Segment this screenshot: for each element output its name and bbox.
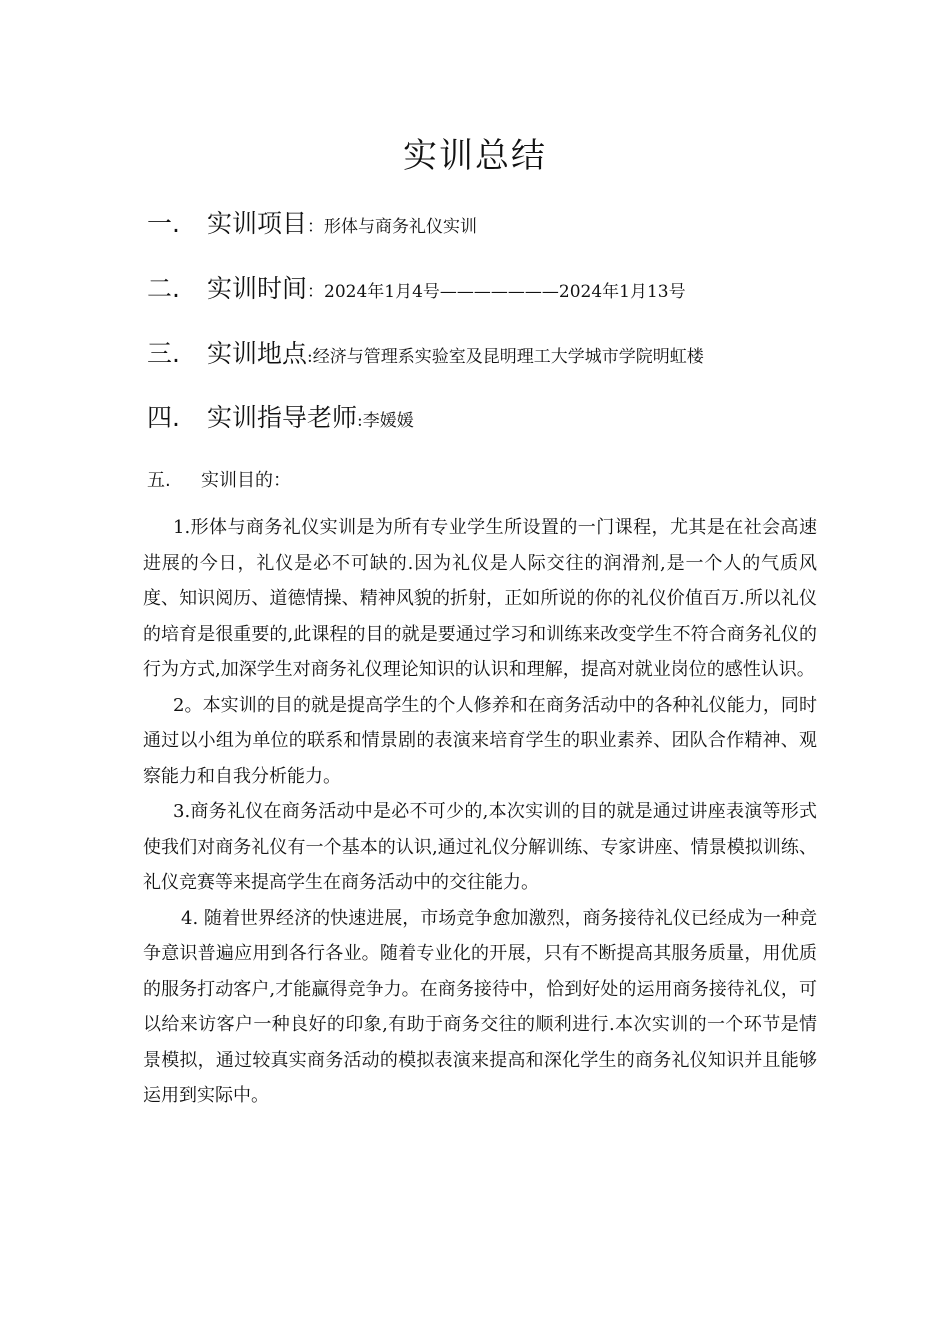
section-project	[147, 204, 477, 240]
section-instructor	[147, 398, 414, 434]
purpose-body	[143, 510, 817, 1114]
section-number: 三.	[147, 339, 180, 368]
paragraph: 1.形体与商务礼仪实训是为所有专业学生所设置的一门课程，尤其是在社会高速进展的今日，礼仪是必不可缺的.因为礼仪是人际交往的润滑剂,是一个人的气质风度、知识阅历、道德情操、精神风貌的折射，正如所说的你的礼仪价值百万.所以礼仪的培育是很重要的,此课程的目的就是要通过学习和训练来改变学生不符合商务礼仪的行为方式,加深学生对商务礼仪理论知识的认识和理解，提高对就业岗位的感性认识。	[143, 517, 817, 680]
section-number: 一.	[147, 209, 180, 238]
section-time	[147, 269, 686, 305]
section-number: 四.	[147, 403, 180, 432]
section-purpose-heading	[147, 466, 291, 492]
section-value: ：形体与商务礼仪实训	[307, 217, 478, 237]
section-value: :经济与管理系实验室及昆明理工大学城市学院明虹楼	[307, 347, 704, 367]
paragraph: 3.商务礼仪在商务活动中是必不可少的,本次实训的目的就是通过讲座表演等形式使我们对商务礼仪有一个基本的认识,通过礼仪分解训练、专家讲座、情景模拟训练、礼仪竞赛等来提高学生在商务活动中的交往能力。	[143, 801, 817, 893]
paragraph: 4. 随着世界经济的快速进展，市场竞争愈加激烈，商务接待礼仪已经成为一种竞争意识普遍应用到各行各业。随着专业化的开展，只有不断提高其服务质量，用优质的服务打动客户,才能赢得竞争力。在商务接待中，恰到好处的运用商务接待礼仪，可以给来访客户一种良好的印象,有助于商务交往的顺利进行.本次实训的一个环节是情景模拟，通过较真实商务活动的模拟表演来提高和深化学生的商务礼仪知识并且能够运用到实际中。	[143, 907, 817, 1106]
section-number: 五.	[147, 470, 171, 491]
section-number: 二.	[147, 274, 180, 303]
section-label: 实训指导老师	[207, 403, 358, 432]
page-title: 实训总结	[403, 136, 547, 176]
section-label: 实训地点	[207, 339, 308, 368]
paragraph: 2。本实训的目的就是提高学生的个人修养和在商务活动中的各种礼仪能力，同时通过以小组为单位的联系和情景剧的表演来培育学生的职业素养、团队合作精神、观察能力和自我分析能力。	[143, 694, 817, 787]
section-label: 实训目的：	[201, 470, 291, 491]
section-label: 实训项目	[207, 209, 308, 238]
section-label: 实训时间	[207, 274, 308, 303]
section-value: ：2024年1月4号———————2024年1月13号	[307, 282, 686, 302]
section-location	[147, 334, 704, 370]
section-value: :李媛媛	[357, 411, 414, 431]
